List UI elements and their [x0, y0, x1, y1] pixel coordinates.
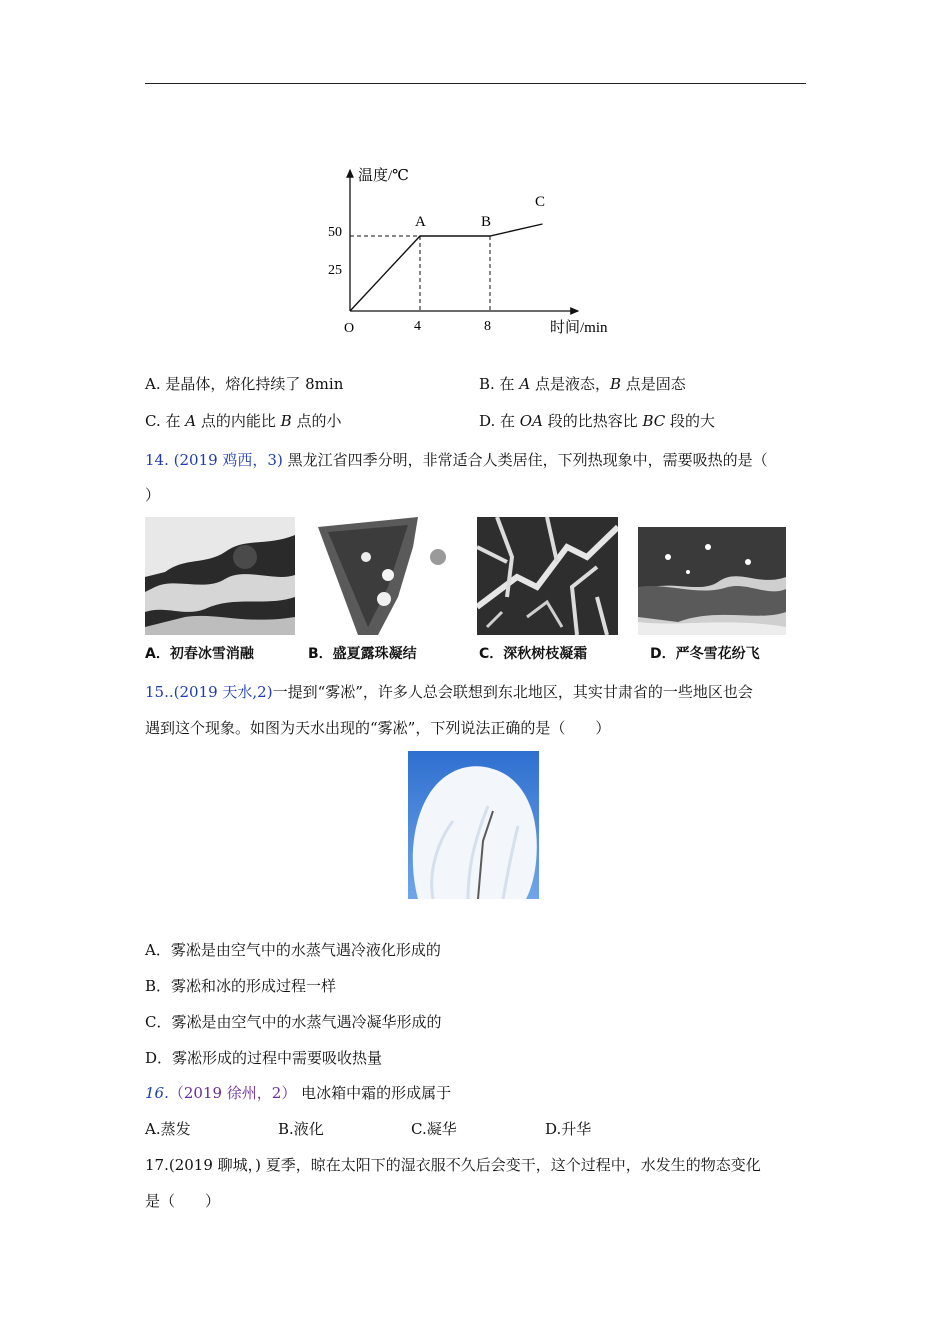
q14-caption-d: D．严冬雪花纷飞: [650, 646, 760, 662]
q14-stem: [145, 450, 768, 470]
temperature-time-graph: [320, 160, 620, 340]
q16-number: 16.: [145, 1084, 169, 1102]
q14-stem-end: ）: [145, 486, 161, 504]
q13-d-var1: OA: [519, 412, 543, 430]
q15-option-c: C．雾凇是由空气中的水蒸气遇冷凝华形成的: [145, 1013, 442, 1031]
q13-option-d: [479, 411, 715, 431]
q13-option-c: [145, 411, 341, 431]
q13-d-suffix: 段的大: [665, 412, 716, 430]
photo-dew-drops-graphic: [318, 517, 458, 635]
q16-source: （2019 徐州，2）: [168, 1084, 297, 1102]
q17-stem-line2: 是（ ）: [145, 1192, 221, 1210]
q13-b-var2: B: [609, 375, 621, 393]
q15-stem-text: 一提到“雾凇”，许多人总会联想到东北地区，其实甘肃省的一些地区也会: [272, 683, 753, 701]
q14-caption-c: C．深秋树枝凝霜: [479, 646, 588, 662]
q13-b-suffix: 点是固态: [620, 375, 686, 393]
photo-frost-branches-graphic: [477, 517, 618, 635]
q16-option-c: C.凝华: [411, 1120, 457, 1138]
q16-stem-text: 电冰箱中霜的形成属于: [296, 1084, 452, 1102]
photo-frost-branches: [477, 517, 618, 635]
photo-snowflakes: [638, 527, 786, 635]
q13-c-suffix: 点的小: [291, 412, 342, 430]
q17-source: (2019 聊城，): [168, 1156, 262, 1174]
x-tick-8: 8: [484, 319, 491, 334]
point-c-label: C: [535, 194, 546, 210]
x-axis-label: 时间/min: [550, 320, 608, 336]
photo-ice-melting: [145, 517, 295, 635]
q14-stem-text: 黑龙江省四季分明，非常适合人类居住，下列热现象中，需要吸热的是（: [282, 451, 768, 469]
q13-d-var2: BC: [642, 412, 666, 430]
q13-b-mid: 点是液态，: [530, 375, 610, 393]
photo-dew-drops: [318, 517, 458, 635]
q17-stem-line1: [145, 1155, 761, 1175]
q17-stem-text: 夏季，晾在太阳下的湿衣服不久后会变干，这个过程中，水发生的物态变化: [261, 1156, 761, 1174]
q15-number: 15..: [145, 683, 174, 701]
q15-stem-line1: [145, 682, 753, 702]
photo-snowflakes-graphic: [638, 527, 786, 635]
temperature-curve: [350, 224, 543, 311]
q13-d-mid: 段的比热容比: [542, 412, 643, 430]
q13-option-a: A. 是晶体，熔化持续了 8min: [145, 375, 344, 393]
q16-option-b: B.液化: [278, 1120, 324, 1138]
q17-number: 17.: [145, 1156, 169, 1174]
q16-stem: [145, 1083, 451, 1103]
photo-rime-tree-graphic: [408, 751, 539, 899]
q13-c-var2: B: [280, 412, 292, 430]
point-a-label: A: [415, 214, 426, 230]
header-rule: [145, 83, 806, 84]
q13-c-prefix: C. 在: [145, 412, 186, 430]
q16-option-d: D.升华: [545, 1120, 592, 1138]
q15-source: (2019 天水,2): [173, 683, 273, 701]
q14-number: 14.: [145, 451, 174, 469]
q14-source: (2019 鸡西，3): [173, 451, 283, 469]
q15-stem-line2: 遇到这个现象。如图为天水出现的“雾凇”，下列说法正确的是（ ）: [145, 719, 611, 737]
q13-c-mid: 点的内能比: [196, 412, 281, 430]
q13-d-prefix: D. 在: [479, 412, 520, 430]
y-tick-25: 25: [328, 263, 342, 278]
q15-option-d: D．雾凇形成的过程中需要吸收热量: [145, 1049, 383, 1067]
x-tick-4: 4: [414, 319, 421, 334]
photo-ice-melting-graphic: [145, 517, 295, 635]
point-b-label: B: [481, 214, 492, 230]
q13-c-var1: A: [185, 412, 197, 430]
y-tick-50: 50: [328, 225, 342, 240]
q16-option-a: A.蒸发: [145, 1120, 191, 1138]
q15-option-a: A．雾凇是由空气中的水蒸气遇冷液化形成的: [145, 941, 441, 959]
photo-rime-tree: [408, 751, 539, 899]
y-axis-label: 温度/℃: [358, 168, 409, 184]
q14-caption-b: B．盛夏露珠凝结: [308, 646, 417, 662]
q13-b-var1: A: [519, 375, 531, 393]
q14-caption-a: A．初春冰雪消融: [145, 646, 254, 662]
q15-option-b: B．雾凇和冰的形成过程一样: [145, 977, 337, 995]
q13-b-prefix: B. 在: [479, 375, 520, 393]
q13-option-b: [479, 374, 686, 394]
origin-label: O: [344, 321, 355, 336]
